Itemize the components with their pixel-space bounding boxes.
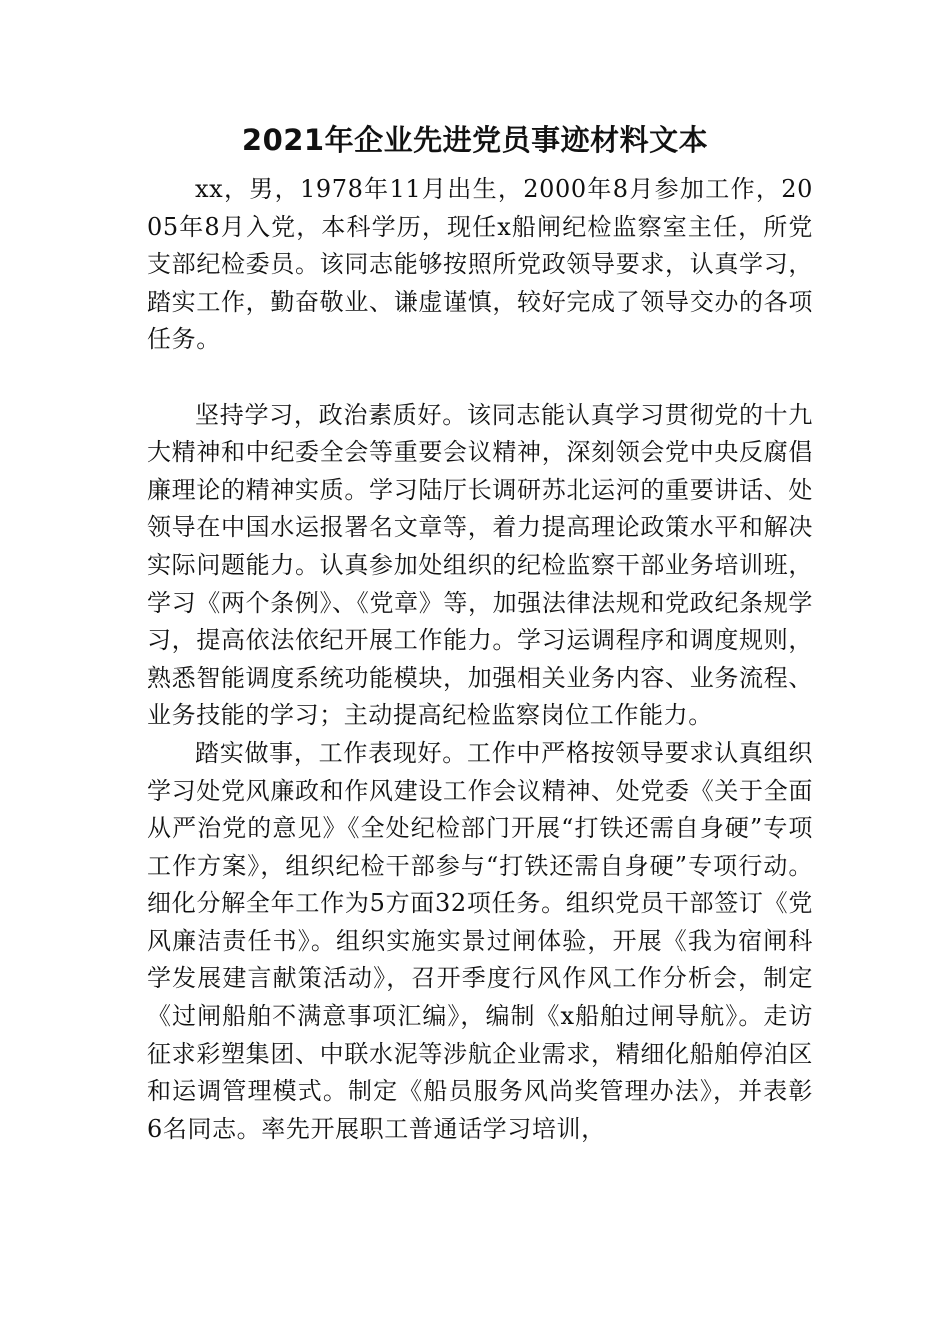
paragraph-study: 坚持学习，政治素质好。该同志能认真学习贯彻党的十九大精神和中纪委全会等重要会议精神，深刻领会党中央反腐倡廉理论的精神实质。学习陆厅长调研苏北运河的重要讲话、处领导在中国水运报署名文章等，着力提高理论政策水平和解决实际问题能力。认真参加处组织的纪检监察干部业务培训班，学习《两个条例》、《党章》等，加强法律法规和党政纪条规学习，提高依法依纪开展工作能力。学习运调程序和调度规则，熟悉智能调度系统功能模块，加强相关业务内容、业务流程、业务技能的学习；主动提高纪检监察岗位工作能力。 <box>147 400 813 730</box>
document-body <box>147 171 813 1148</box>
paragraph-profile: xx，男，1978年11月出生，2000年8月参加工作，2005年8月入党，本科学历，现任x船闸纪检监察室主任，所党支部纪检委员。该同志能够按照所党政领导要求，认真学习，踏实工作，勤奋敬业、谦虚谨慎，较好完成了领导交办的各项任务。 <box>147 175 813 354</box>
paragraph-spacer <box>147 359 813 397</box>
document-title: 2021年企业先进党员事迹材料文本 <box>241 123 709 157</box>
paragraph-work: 踏实做事，工作表现好。工作中严格按领导要求认真组织学习处党风廉政和作风建设工作会议精神、处党委《关于全面从严治党的意见》《全处纪检部门开展“打铁还需自身硬”专项工作方案》，组织纪检干部参与“打铁还需自身硬”专项行动。细化分解全年工作为5方面32项任务。组织党员干部签订《党风廉洁责任书》。组织实施实景过闸体验，开展《我为宿闸科学发展建言献策活动》，召开季度行风作风工作分析会，制定《过闸船舶不满意事项汇编》，编制《x船舶过闸导航》。走访征求彩塑集团、中联水泥等涉航企业需求，精细化船舶停泊区和运调管理模式。制定《船员服务风尚奖管理办法》，并表彰6名同志。率先开展职工普通话学习培训， <box>147 738 813 1143</box>
